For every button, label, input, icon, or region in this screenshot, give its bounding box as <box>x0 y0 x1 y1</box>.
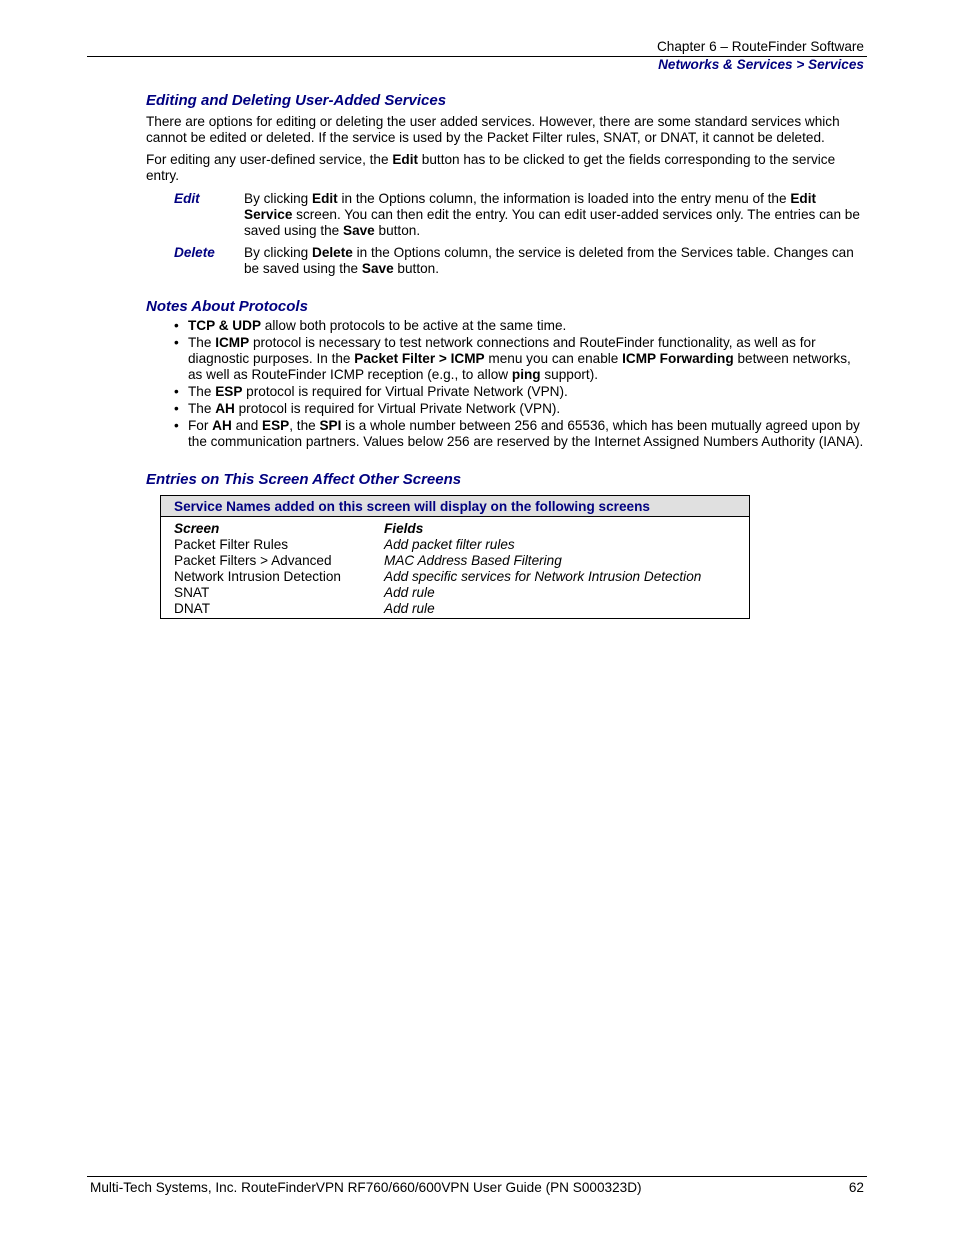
bullet-icon: • <box>174 384 179 399</box>
text-run: By clicking <box>244 245 312 260</box>
list-item <box>146 418 866 450</box>
list-item-text <box>188 384 568 399</box>
cell-screen: Packet Filter Rules <box>174 537 289 552</box>
cell-fields: Add specific services for Network Intrusion Detection <box>384 569 702 584</box>
bold-text: TCP & UDP <box>188 318 262 333</box>
table-row <box>174 537 736 553</box>
text-run: button. <box>374 223 421 238</box>
table-body <box>161 517 749 618</box>
text-run: between networks, as well as RouteFinder ICMP reception (e.g., to allow <box>188 351 851 382</box>
definition-list <box>146 191 866 277</box>
text-run: allow both protocols to be active at the same time. <box>261 318 567 333</box>
text-run: The <box>188 384 216 399</box>
entries-heading: Entries on This Screen Affect Other Screens <box>146 471 462 488</box>
text-run: button. <box>393 261 440 276</box>
bullet-icon: • <box>174 401 179 416</box>
definition-term: Delete <box>174 245 215 260</box>
list-item <box>146 401 866 417</box>
text-run: The <box>188 335 216 350</box>
cell-screen: Packet Filters > Advanced <box>174 553 332 568</box>
header-section: Networks & Services > Services <box>658 57 864 72</box>
text-run: screen. You can then edit the entry. You can edit user-added services only. The entries can be saved using the <box>244 207 860 238</box>
text-run: The <box>188 401 216 416</box>
cell-fields: Add rule <box>384 585 435 600</box>
bold-text: Save <box>361 261 394 276</box>
text-run: By clicking <box>244 191 312 206</box>
bold-text: Delete <box>312 245 353 260</box>
bold-text: Save <box>343 223 375 238</box>
cell-fields: Add rule <box>384 601 435 616</box>
definition-term: Edit <box>174 191 200 206</box>
bold-text: ESP <box>262 418 290 433</box>
footer-rule <box>87 1176 867 1177</box>
bold-text: AH <box>215 401 235 416</box>
cell-screen: SNAT <box>174 585 210 600</box>
page-content <box>146 92 866 619</box>
list-item <box>146 318 866 334</box>
bold-text: Packet Filter > ICMP <box>354 351 485 366</box>
table-row <box>174 601 736 617</box>
text-run: protocol is required for Virtual Private Network (VPN). <box>234 401 561 416</box>
list-item-text <box>188 318 566 333</box>
cell-fields: Add packet filter rules <box>384 537 515 552</box>
cell-fields: MAC Address Based Filtering <box>384 553 562 568</box>
page-number: 62 <box>848 1180 864 1195</box>
footer-text: Multi-Tech Systems, Inc. RouteFinderVPN RF760/660/600VPN User Guide (PN S000323D) <box>90 1180 642 1195</box>
table-header-row <box>174 521 736 537</box>
list-item <box>146 335 866 383</box>
definition-edit <box>146 191 866 239</box>
bold-text: SPI <box>319 418 342 433</box>
header-chapter: Chapter 6 – RouteFinder Software <box>656 39 864 54</box>
bold-text: Edit <box>392 152 419 167</box>
editing-paragraph-1: There are options for editing or deleting the user added services. However, there are some standard services which cannot be edited or deleted. If the service is used by the Packet Filter rules, SNAT, or DNAT, it cannot be deleted. <box>146 114 840 145</box>
bullet-icon: • <box>174 318 179 333</box>
column-header-screen: Screen <box>174 521 220 536</box>
text-run: For editing any user-defined service, the <box>146 152 393 167</box>
bold-text: AH <box>212 418 232 433</box>
definition-text <box>244 191 866 239</box>
bold-text: ping <box>511 367 541 382</box>
text-run: button has to be clicked to get the fields corresponding to the service entry. <box>146 152 836 183</box>
text-run: , the <box>289 418 320 433</box>
definition-text <box>244 245 866 277</box>
notes-heading: Notes About Protocols <box>146 298 308 315</box>
cell-screen: Network Intrusion Detection <box>174 569 341 584</box>
cell-screen: DNAT <box>174 601 210 616</box>
screens-table <box>160 495 750 619</box>
text-run: is a whole number between 256 and 65536, which has been mutually agreed upon by the communication partners. Values below 256 are reserved by the Internet Assigned Numbers Authority (IANA). <box>188 418 864 449</box>
editing-heading: Editing and Deleting User-Added Services <box>146 92 447 109</box>
text-run: support). <box>540 367 599 382</box>
definition-delete <box>146 245 866 277</box>
bold-text: ICMP <box>215 335 250 350</box>
list-item-text <box>188 335 851 382</box>
bullet-icon: • <box>174 335 179 350</box>
column-header-fields: Fields <box>384 521 424 536</box>
editing-paragraph-2 <box>146 152 866 184</box>
text-run: menu you can enable <box>484 351 623 366</box>
bold-text: Edit Service <box>244 191 817 222</box>
table-row <box>174 585 736 601</box>
list-item-text <box>188 418 863 449</box>
bullet-icon: • <box>174 418 179 433</box>
text-run: protocol is required for Virtual Private Network (VPN). <box>242 384 568 399</box>
text-run: protocol is necessary to test network connections and RouteFinder functionality, as well as for diagnostic purposes. In the <box>188 335 816 366</box>
bold-text: Edit <box>312 191 338 206</box>
table-row <box>174 569 736 585</box>
text-run: and <box>231 418 263 433</box>
notes-list <box>146 318 866 450</box>
list-item-text <box>188 401 560 416</box>
bold-text: ESP <box>215 384 243 399</box>
text-run: in the Options column, the information is loaded into the entry menu of the <box>337 191 791 206</box>
bold-text: ICMP Forwarding <box>622 351 734 366</box>
table-title: Service Names added on this screen will display on the following screens <box>161 496 749 517</box>
list-item <box>146 384 866 400</box>
text-run: in the Options column, the service is deleted from the Services table. Changes can be saved using the <box>244 245 854 276</box>
table-row <box>174 553 736 569</box>
text-run: For <box>188 418 213 433</box>
